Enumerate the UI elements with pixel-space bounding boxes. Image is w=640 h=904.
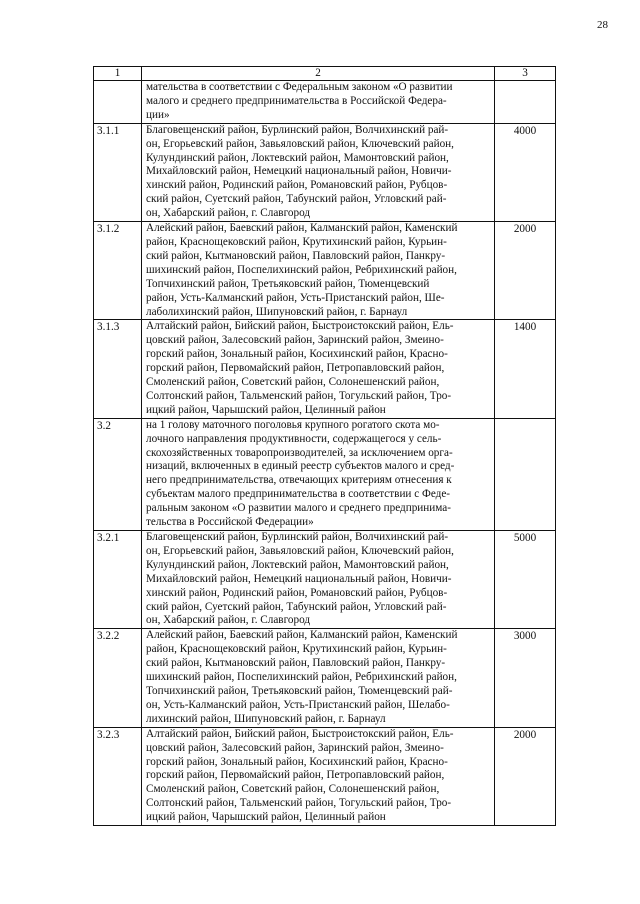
row-rate-cell bbox=[495, 81, 556, 124]
description-line: на 1 голову маточного поголовья крупного рогатого скота мо- bbox=[146, 418, 440, 431]
row-number-cell bbox=[94, 727, 142, 825]
row-number: 3.1.3 bbox=[97, 321, 120, 334]
row-description-cell bbox=[142, 81, 495, 124]
description-line: Кулундинский район, Локтевский район, Мамонтовский район, bbox=[146, 151, 449, 164]
row-description-cell bbox=[142, 629, 495, 727]
description-line: он, Хабарский район, г. Славгород bbox=[146, 207, 311, 220]
row-number-cell bbox=[94, 531, 142, 629]
description-line: Михайловский район, Немецкий национальный район, Новичи- bbox=[146, 165, 452, 178]
table-row bbox=[94, 418, 556, 530]
description-line: Благовещенский район, Бурлинский район, Волчихинский рай- bbox=[146, 123, 449, 136]
description-line: Топчихинский район, Третьяковский район, Тюменцевский bbox=[146, 277, 430, 290]
description-line: шихинский район, Поспелихинский район, Ребрихинский район, bbox=[146, 671, 457, 684]
row-rate-cell bbox=[495, 123, 556, 221]
description-line: район, Краснощековский район, Крутихинский район, Курьин- bbox=[146, 235, 447, 248]
description-line: тельства в Российской Федерации» bbox=[146, 516, 314, 529]
description-line: горский район, Первомайский район, Петропавловский район, bbox=[146, 362, 445, 375]
row-number-cell bbox=[94, 222, 142, 320]
table-row bbox=[94, 531, 556, 629]
description-line: хинский район, Родинский район, Романовский район, Рубцов- bbox=[146, 179, 448, 192]
description-line: Алтайский район, Бийский район, Быстроистокский район, Ель- bbox=[146, 320, 454, 333]
description-line: Смоленский район, Советский район, Солонешенский район, bbox=[146, 783, 440, 796]
description-line: ицкий район, Чарышский район, Целинный район bbox=[146, 403, 386, 416]
row-number-cell bbox=[94, 629, 142, 727]
description-line: лихинский район, Шипуновский район, г. Барнаул bbox=[146, 712, 386, 725]
table-row bbox=[94, 629, 556, 727]
subsidy-rates-table bbox=[93, 66, 556, 826]
description-line: ский район, Кытмановский район, Павловский район, Панкру- bbox=[146, 249, 446, 262]
table-row bbox=[94, 727, 556, 825]
description-line: Топчихинский район, Третьяковский район, Тюменцевский рай- bbox=[146, 684, 453, 697]
table-row bbox=[94, 123, 556, 221]
description-line: Смоленский район, Советский район, Солонешенский район, bbox=[146, 376, 440, 389]
description-line: ский район, Суетский район, Табунский район, Угловский рай- bbox=[146, 193, 447, 206]
row-rate-value: 2000 bbox=[513, 223, 537, 236]
description-line: шихинский район, Поспелихинский район, Ребрихинский район, bbox=[146, 263, 457, 276]
description-line: ский район, Кытмановский район, Павловский район, Панкру- bbox=[146, 657, 446, 670]
row-number: 3.2.1 bbox=[97, 532, 120, 544]
description-line: он, Егорьевский район, Завьяловский район, Ключевский район, bbox=[146, 137, 454, 150]
row-rate-cell bbox=[495, 222, 556, 320]
description-line: Благовещенский район, Бурлинский район, Волчихинский рай- bbox=[146, 531, 449, 543]
description-line: субъектам малого предпринимательства в соответствии с Феде- bbox=[146, 488, 451, 501]
row-number: 3.1.2 bbox=[97, 223, 120, 236]
description-line: район, Краснощековский район, Крутихинский район, Курьин- bbox=[146, 643, 447, 656]
row-number-cell bbox=[94, 81, 142, 124]
description-line: Алейский район, Баевский район, Калманский район, Каменский bbox=[146, 222, 458, 235]
description-line: него предпринимательства, отвечающих критериям отнесения к bbox=[146, 474, 452, 487]
row-description-cell bbox=[142, 222, 495, 320]
row-description-cell bbox=[142, 320, 495, 418]
table-row bbox=[94, 81, 556, 124]
description-line: цовский район, Залесовский район, Заринский район, Змеино- bbox=[146, 334, 444, 347]
header-col-2: 2 bbox=[142, 67, 495, 81]
row-description-cell bbox=[142, 418, 495, 530]
description-line: он, Усть-Калманский район, Усть-Пристанский район, Шелабо- bbox=[146, 698, 450, 711]
row-number-cell bbox=[94, 123, 142, 221]
description-line: горский район, Зональный район, Косихинский район, Красно- bbox=[146, 348, 448, 361]
row-number-cell bbox=[94, 418, 142, 530]
description-line: горский район, Первомайский район, Петропавловский район, bbox=[146, 769, 445, 782]
row-description-cell bbox=[142, 123, 495, 221]
header-col-1: 1 bbox=[94, 67, 142, 81]
description-line: он, Хабарский район, г. Славгород bbox=[146, 614, 311, 627]
description-line: ский район, Суетский район, Табунский район, Угловский рай- bbox=[146, 600, 447, 613]
description-line: горский район, Зональный район, Косихинский район, Красно- bbox=[146, 755, 448, 768]
row-rate-value: 4000 bbox=[513, 124, 537, 137]
table-header-row bbox=[94, 67, 556, 81]
row-rate-value: 1400 bbox=[513, 321, 537, 334]
description-line: низаций, включенных в единый реестр субъектов малого и сред- bbox=[146, 460, 455, 473]
description-line: Алейский район, Баевский район, Калманский район, Каменский bbox=[146, 629, 458, 642]
row-number bbox=[97, 81, 139, 82]
row-rate-cell bbox=[495, 320, 556, 418]
description-line: мательства в соответствии с Федеральным законом «О развитии bbox=[146, 81, 453, 93]
row-description-cell bbox=[142, 727, 495, 825]
row-rate-value: 3000 bbox=[513, 630, 537, 643]
row-description-cell bbox=[142, 531, 495, 629]
page-number: 28 bbox=[597, 19, 608, 31]
row-rate-cell bbox=[495, 727, 556, 825]
description-line: Алтайский район, Бийский район, Быстроистокский район, Ель- bbox=[146, 727, 454, 740]
table-row bbox=[94, 222, 556, 320]
row-rate-cell bbox=[495, 531, 556, 629]
row-number: 3.1.1 bbox=[97, 124, 120, 137]
row-rate-value: 2000 bbox=[513, 728, 537, 741]
description-line: ции» bbox=[146, 108, 170, 121]
description-line: лаболихинский район, Шипуновский район, г. Барнаул bbox=[146, 305, 408, 318]
description-line: Солтонский район, Тальменский район, Тогульский район, Тро- bbox=[146, 797, 452, 810]
row-rate-value: 5000 bbox=[513, 532, 537, 544]
row-rate-value bbox=[497, 81, 553, 82]
row-rate-cell bbox=[495, 629, 556, 727]
row-rate-value bbox=[497, 419, 553, 420]
row-number: 3.2.3 bbox=[97, 728, 120, 741]
description-line: Кулундинский район, Локтевский район, Мамонтовский район, bbox=[146, 558, 449, 571]
table-row bbox=[94, 320, 556, 418]
row-number-cell bbox=[94, 320, 142, 418]
row-number: 3.2.2 bbox=[97, 630, 120, 643]
description-line: Солтонский район, Тальменский район, Тогульский район, Тро- bbox=[146, 389, 452, 402]
description-line: район, Усть-Калманский район, Усть-Пристанский район, Ше- bbox=[146, 291, 445, 304]
description-line: малого и среднего предпринимательства в Российской Федера- bbox=[146, 94, 447, 107]
description-line: цовский район, Залесовский район, Заринский район, Змеино- bbox=[146, 741, 444, 754]
row-number: 3.2 bbox=[97, 419, 111, 432]
description-line: он, Егорьевский район, Завьяловский район, Ключевский район, bbox=[146, 544, 454, 557]
description-line: ральным законом «О развитии малого и среднего предпринима- bbox=[146, 502, 451, 515]
description-line: ицкий район, Чарышский район, Целинный район bbox=[146, 811, 386, 824]
description-line: скохозяйственных товаропроизводителей, за исключением орга- bbox=[146, 446, 453, 459]
description-line: Михайловский район, Немецкий национальный район, Новичи- bbox=[146, 572, 452, 585]
row-rate-cell bbox=[495, 418, 556, 530]
description-line: лочного направления продуктивности, содержащегося у сель- bbox=[146, 432, 442, 445]
header-col-3: 3 bbox=[495, 67, 556, 81]
description-line: хинский район, Родинский район, Романовский район, Рубцов- bbox=[146, 586, 448, 599]
